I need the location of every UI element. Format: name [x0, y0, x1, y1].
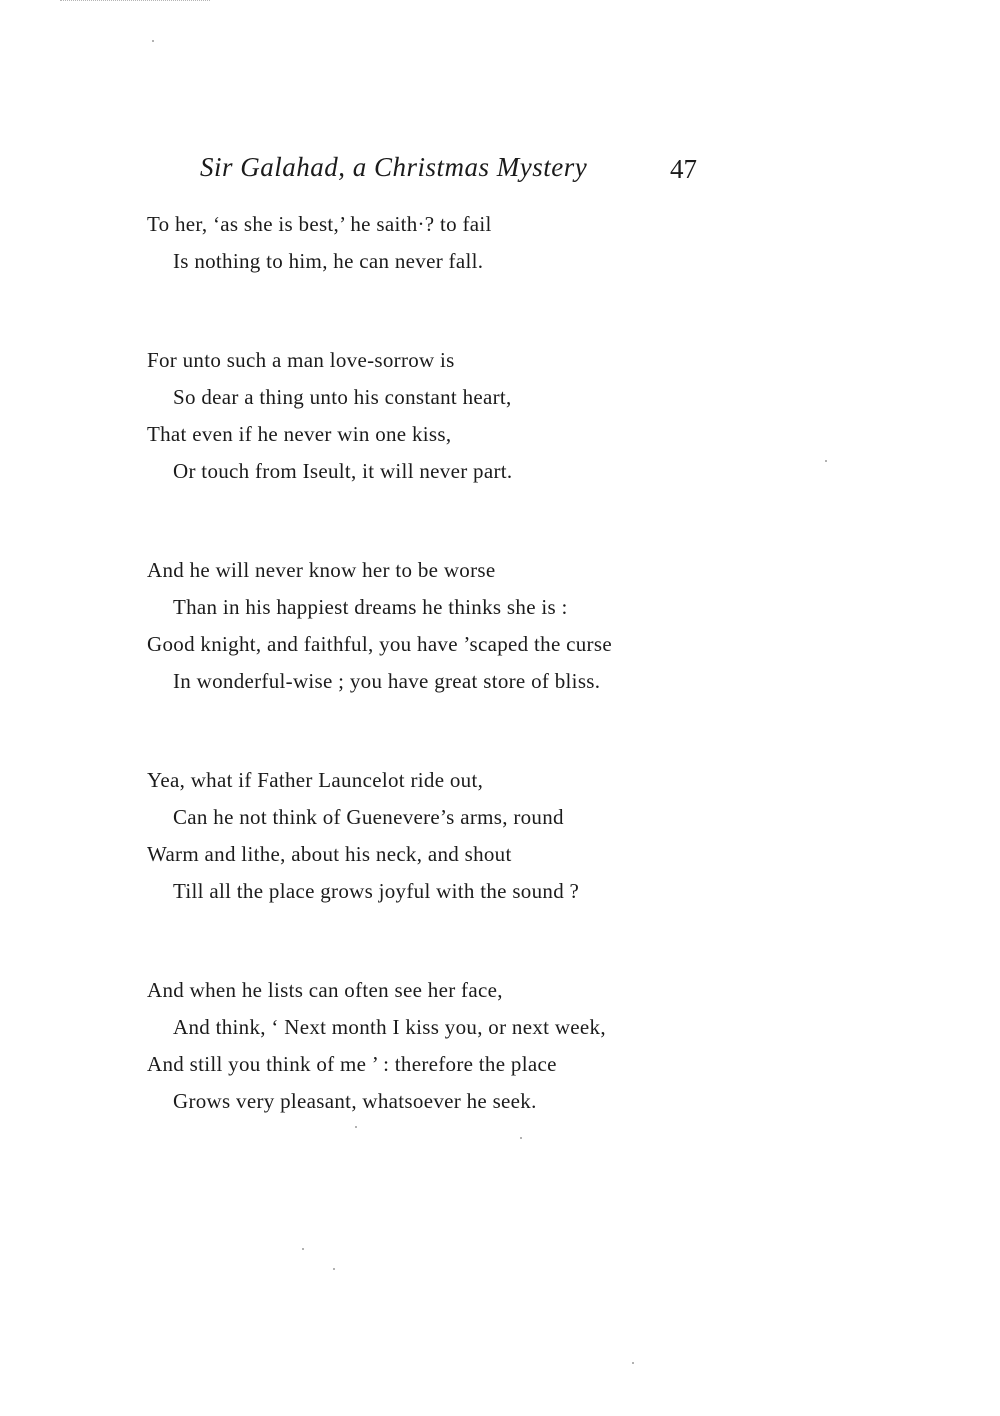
scan-speck: [825, 460, 827, 462]
verse-line: And when he lists can often see her face,: [147, 978, 503, 1002]
stanza-5: [147, 972, 747, 1120]
stanza-1: [147, 206, 747, 280]
verse-line: Is nothing to him, he can never fall.: [173, 249, 484, 273]
verse-line: And still you think of me ’ : therefore the place: [147, 1052, 557, 1076]
verse-line: Grows very pleasant, whatsoever he seek.: [173, 1089, 537, 1113]
verse-line: Warm and lithe, about his neck, and shout: [147, 842, 512, 866]
scan-speck: [333, 1268, 335, 1270]
scan-speck: [632, 1362, 634, 1364]
verse-line: That even if he never win one kiss,: [147, 422, 452, 446]
verse-line: Yea, what if Father Launcelot ride out,: [147, 768, 484, 792]
verse-line: In wonderful-wise ; you have great store of bliss.: [173, 669, 601, 693]
verse-line: To her, ‘as she is best,’ he saith·? to fail: [147, 212, 492, 236]
verse-line: Or touch from Iseult, it will never part.: [173, 459, 513, 483]
verse-line: Can he not think of Guenevere’s arms, round: [173, 805, 564, 829]
stanza-3: [147, 552, 747, 700]
scan-edge-marks: [60, 0, 210, 5]
verse-line: So dear a thing unto his constant heart,: [173, 385, 512, 409]
scan-speck: [152, 40, 154, 42]
scan-speck: [355, 1126, 357, 1128]
stanza-2: [147, 342, 747, 490]
verse-line: And think, ‘ Next month I kiss you, or next week,: [173, 1015, 606, 1039]
scan-speck: [520, 1137, 522, 1139]
page-header: [200, 152, 720, 192]
poem-body: [147, 206, 747, 1182]
verse-line: For unto such a man love-sorrow is: [147, 348, 455, 372]
verse-line: And he will never know her to be worse: [147, 558, 496, 582]
verse-line: Than in his happiest dreams he thinks she is :: [173, 595, 568, 619]
verse-line: Till all the place grows joyful with the sound ?: [173, 879, 580, 903]
verse-line: Good knight, and faithful, you have ’scaped the curse: [147, 632, 612, 656]
page-number: 47: [670, 154, 697, 184]
scan-speck: [302, 1248, 304, 1250]
running-title: Sir Galahad, a Christmas Mystery: [200, 152, 588, 182]
stanza-4: [147, 762, 747, 910]
